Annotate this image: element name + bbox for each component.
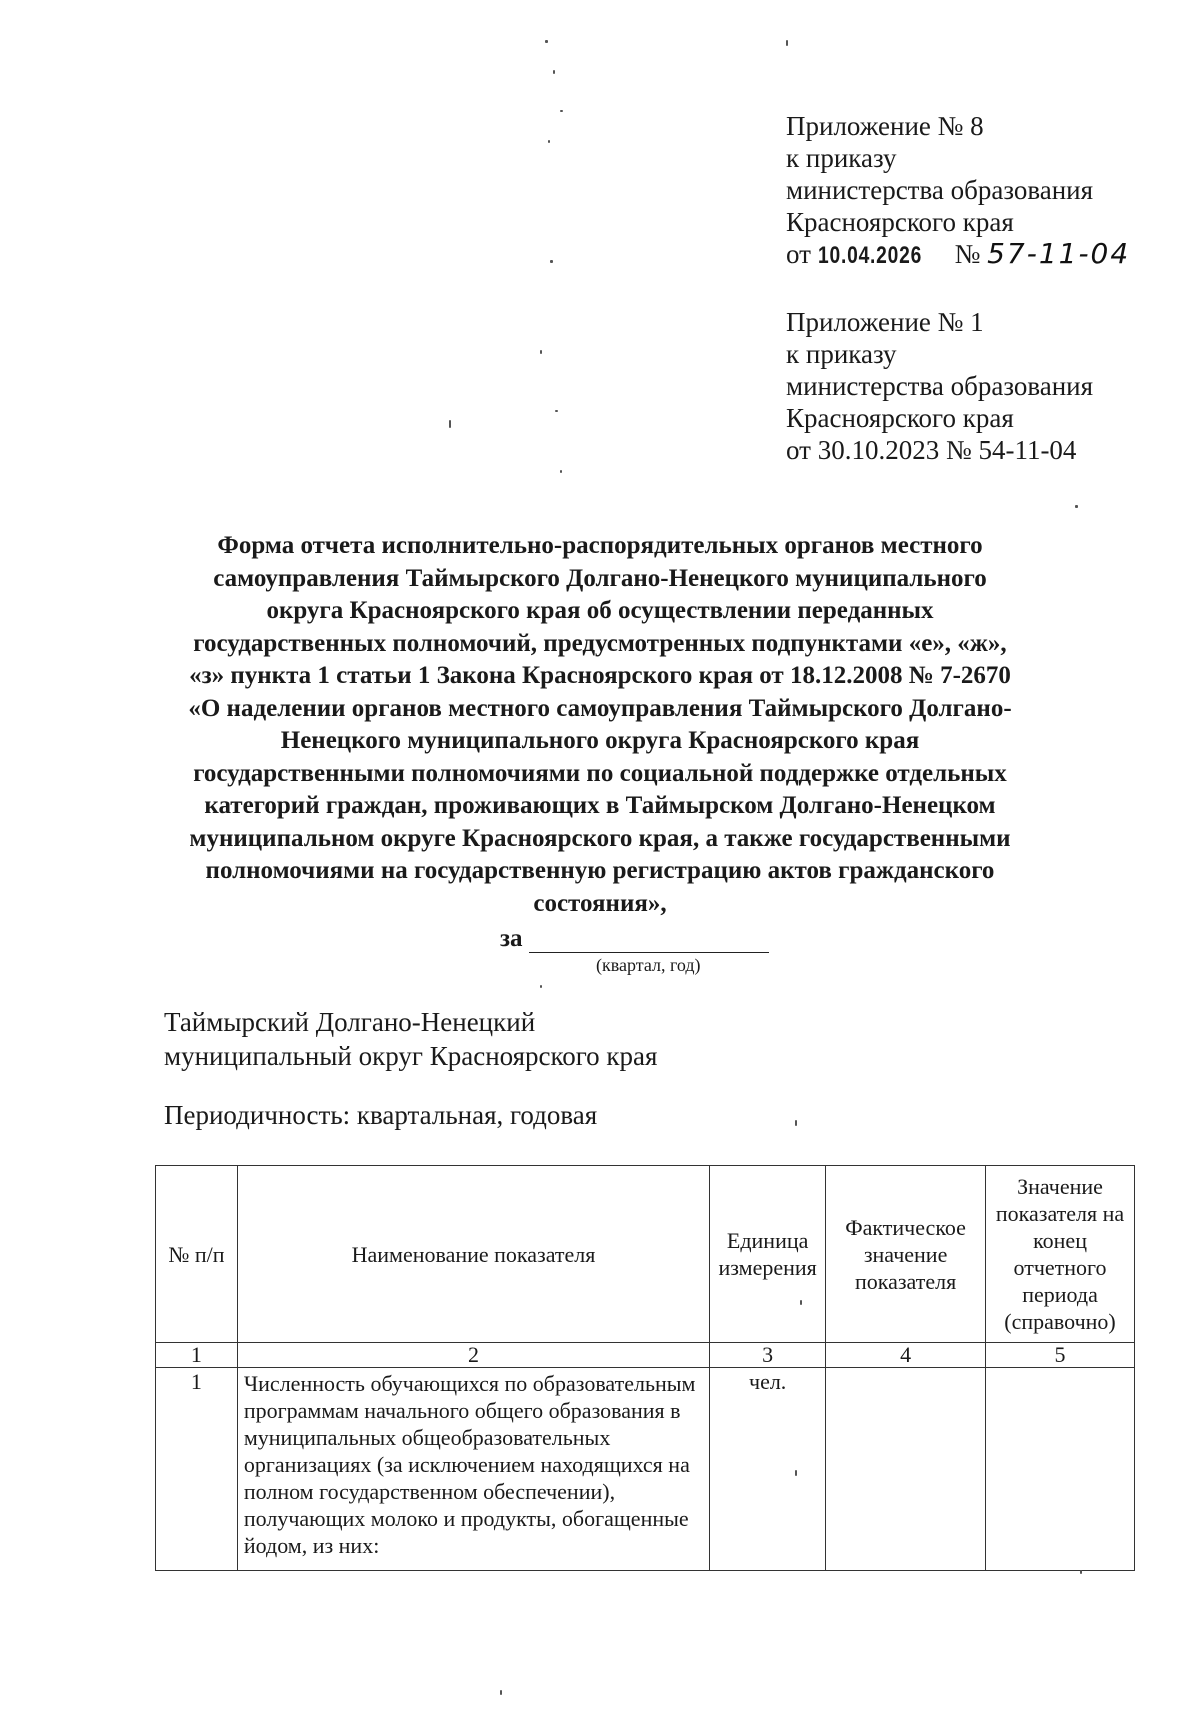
header-row	[156, 1166, 1135, 1343]
title-line: округа Красноярского края об осуществлении переданных	[266, 597, 934, 624]
column-number: 1	[156, 1343, 238, 1368]
table-row	[156, 1368, 1135, 1571]
title-line: самоуправления Таймырского Долгано-Ненецкого муниципального	[213, 564, 987, 592]
appendix-8-block	[786, 110, 1130, 272]
period-hint: (квартал, год)	[596, 955, 701, 975]
number-sign: №	[954, 239, 981, 269]
header-end: Значение показателя на конец отчетного периода (справочно)	[986, 1166, 1135, 1343]
title-line: Ненецкого муниципального округа Красноярского края	[280, 727, 920, 754]
header-unit: Единица измерения	[710, 1166, 826, 1343]
period-blank-field	[529, 928, 769, 953]
form-title	[150, 530, 1050, 920]
appendix-8-line3: министерства образования	[786, 175, 1094, 205]
title-line: муниципальном округе Красноярского края, а также государственными	[189, 824, 1011, 852]
appendix-1-title: Приложение № 1	[786, 307, 984, 337]
period-prefix: за	[500, 925, 523, 952]
stamped-date: 10.04.2026	[817, 242, 922, 269]
appendix-1-line2: к приказу	[786, 339, 897, 369]
appendix-8-line2: к приказу	[786, 143, 897, 173]
row-end	[986, 1368, 1135, 1571]
organization-name	[164, 1005, 657, 1073]
title-line: полномочиями на государственную регистрацию актов гражданского	[205, 857, 995, 884]
column-number: 2	[237, 1343, 709, 1368]
appendix-8-line4: Красноярского края	[786, 207, 1014, 237]
appendix-8-date-line	[786, 238, 1130, 272]
appendix-1-line4: Красноярского края	[786, 403, 1014, 433]
appendix-8-prefix: от	[786, 239, 811, 269]
column-number: 4	[826, 1343, 986, 1368]
column-number-row	[156, 1343, 1135, 1368]
appendix-1-line5: от 30.10.2023 № 54-11-04	[786, 435, 1077, 465]
appendix-1-block	[786, 306, 1093, 466]
row-unit: чел.	[710, 1368, 826, 1571]
reporting-period-line	[500, 925, 769, 953]
row-num: 1	[156, 1368, 238, 1571]
row-actual	[826, 1368, 986, 1571]
periodicity: Периодичность: квартальная, годовая	[164, 1100, 598, 1130]
column-number: 3	[710, 1343, 826, 1368]
row-name: Численность обучающихся по образовательным программам начального общего образования в муниципальных общеобразовательных организациях (за исключением находящихся на полном государственном обеспечении), получающих молоко и продукты, обогащенные йодом, из них:	[237, 1368, 709, 1571]
title-line: государственных полномочий, предусмотренных подпунктами «е», «ж»,	[193, 629, 1007, 657]
header-actual: Фактическое значение показателя	[826, 1166, 986, 1343]
title-line: «з» пункта 1 статьи 1 Закона Красноярского края от 18.12.2008 № 7-2670	[189, 662, 1011, 689]
handwritten-number: 57-11-04	[987, 237, 1131, 270]
appendix-1-line3: министерства образования	[786, 371, 1094, 401]
title-line: состояния»,	[533, 889, 667, 917]
org-line2: муниципальный округ Красноярского края	[164, 1041, 658, 1071]
title-line: государственными полномочиями по социальной поддержке отдельных	[193, 759, 1007, 787]
header-name: Наименование показателя	[237, 1166, 709, 1343]
org-line1: Таймырский Долгано-Ненецкий	[164, 1007, 536, 1037]
appendix-8-title: Приложение № 8	[786, 111, 984, 141]
title-line: категорий граждан, проживающих в Таймырском Долгано-Ненецком	[204, 792, 996, 819]
header-num: № п/п	[156, 1166, 238, 1343]
title-line: Форма отчета исполнительно-распорядительных органов местного	[217, 532, 983, 559]
report-table	[155, 1165, 1135, 1571]
column-number: 5	[986, 1343, 1135, 1368]
title-line: «О наделении органов местного самоуправления Таймырского Долгано-	[188, 694, 1012, 722]
